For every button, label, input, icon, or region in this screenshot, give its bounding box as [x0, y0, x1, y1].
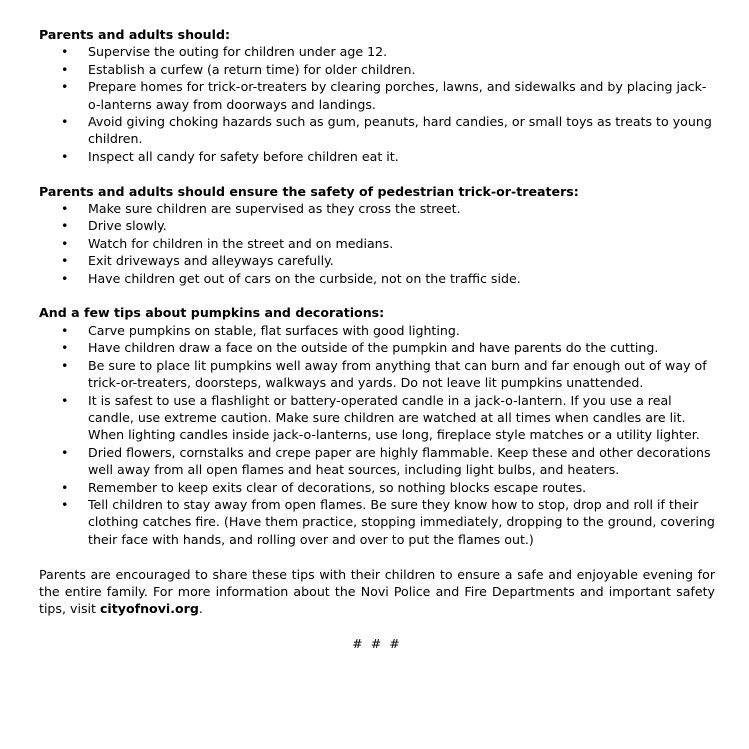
list-item-text: Carve pumpkins on stable, flat surfaces with good lighting. — [88, 322, 460, 338]
list-item — [39, 78, 715, 113]
end-mark: # # # — [352, 635, 402, 651]
list-item — [39, 235, 715, 252]
bullet-icon: • — [61, 201, 69, 217]
bullet-icon: • — [61, 44, 69, 60]
bullet-icon: • — [61, 253, 69, 269]
list-item-text: Have children draw a face on the outside of the pumpkin and have parents do the cutting. — [88, 340, 659, 356]
list-item-text: Prepare homes for trick-or-treaters by clearing porches, lawns, and sidewalks and by placing jack-o-lanterns away from doorways and landings. — [88, 79, 707, 112]
list-item-text: Drive slowly. — [88, 218, 167, 234]
bullet-icon: • — [61, 322, 69, 338]
list-item-text: Establish a curfew (a return time) for older children. — [88, 61, 416, 77]
list-item-text: It is safest to use a flashlight or battery-operated candle in a jack-o-lantern. If you use a real candle, use extreme caution. Make sure children are watched at all times when candles are lit. When lighting candles inside jack-o-lanterns, use long, fireplace style matches or a utility lighter. — [88, 392, 700, 443]
list-item — [39, 43, 715, 60]
bullet-icon: • — [61, 357, 69, 373]
list-item — [39, 270, 715, 287]
bullet-icon: • — [61, 444, 69, 460]
bullet-icon: • — [61, 479, 69, 495]
document-page — [39, 26, 715, 652]
website-link[interactable]: cityofnovi.org — [99, 601, 199, 617]
list-item-text: Remember to keep exits clear of decorations, so nothing blocks escape routes. — [88, 479, 587, 495]
list-item — [39, 200, 715, 217]
bullet-icon: • — [61, 392, 69, 408]
list-item — [39, 148, 715, 165]
closing-period: . — [198, 601, 203, 617]
bullet-list — [39, 200, 715, 287]
section-heading: Parents and adults should ensure the safety of pedestrian trick-or-treaters: — [39, 183, 579, 199]
list-item — [39, 496, 715, 548]
list-item-text: Avoid giving choking hazards such as gum, peanuts, hard candies, or small toys as treats to young children. — [88, 114, 712, 147]
section-heading: Parents and adults should: — [39, 27, 231, 42]
list-item-text: Inspect all candy for safety before children eat it. — [88, 148, 399, 164]
section-heading: And a few tips about pumpkins and decorations: — [39, 305, 385, 321]
bullet-icon: • — [61, 148, 69, 164]
bullet-icon: • — [61, 61, 69, 77]
bullet-icon: • — [61, 270, 69, 286]
list-item — [39, 479, 715, 496]
closing-text: Parents are encouraged to share these tips with their children to ensure a safe and enjoyable evening for the entire family. For more information about the Novi Police and Fire Departments and important safety tips, visit — [39, 566, 715, 617]
list-item-text: Make sure children are supervised as they cross the street. — [88, 201, 461, 217]
list-item — [39, 322, 715, 339]
list-item-text: Tell children to stay away from open flames. Be sure they know how to stop, drop and roll if their clothing catches fire. (Have them practice, stopping immediately, dropping to the ground, covering their face with hands, and rolling over and over to put the flames out.) — [88, 496, 715, 547]
list-item-text: Be sure to place lit pumpkins well away from anything that can burn and far enough out of way of trick-or-treaters, doorsteps, walkways and yards. Do not leave lit pumpkins unattended. — [88, 357, 707, 391]
list-item — [39, 61, 715, 78]
list-item — [39, 217, 715, 234]
list-item — [39, 113, 715, 148]
bullet-list — [39, 43, 715, 165]
bullet-icon: • — [61, 218, 69, 234]
bullet-icon: • — [61, 79, 69, 95]
list-item-text: Exit driveways and alleyways carefully. — [88, 253, 334, 269]
sections-container — [39, 26, 715, 548]
closing-paragraph — [39, 566, 715, 618]
list-item — [39, 339, 715, 356]
bullet-icon: • — [61, 496, 69, 512]
list-item — [39, 444, 715, 479]
list-item — [39, 252, 715, 269]
bullet-icon: • — [61, 340, 69, 356]
bullet-list — [39, 322, 715, 548]
list-item-text: Watch for children in the street and on medians. — [88, 235, 394, 251]
bullet-icon: • — [61, 114, 69, 130]
list-item — [39, 357, 715, 392]
list-item-text: Have children get out of cars on the curbside, not on the traffic side. — [88, 270, 521, 286]
list-item-text: Dried flowers, cornstalks and crepe paper are highly flammable. Keep these and other decorations well away from all open flames and heat sources, including light bulbs, and heaters. — [88, 444, 711, 478]
list-item — [39, 392, 715, 444]
bullet-icon: • — [61, 235, 69, 251]
list-item-text: Supervise the outing for children under age 12. — [88, 44, 388, 60]
